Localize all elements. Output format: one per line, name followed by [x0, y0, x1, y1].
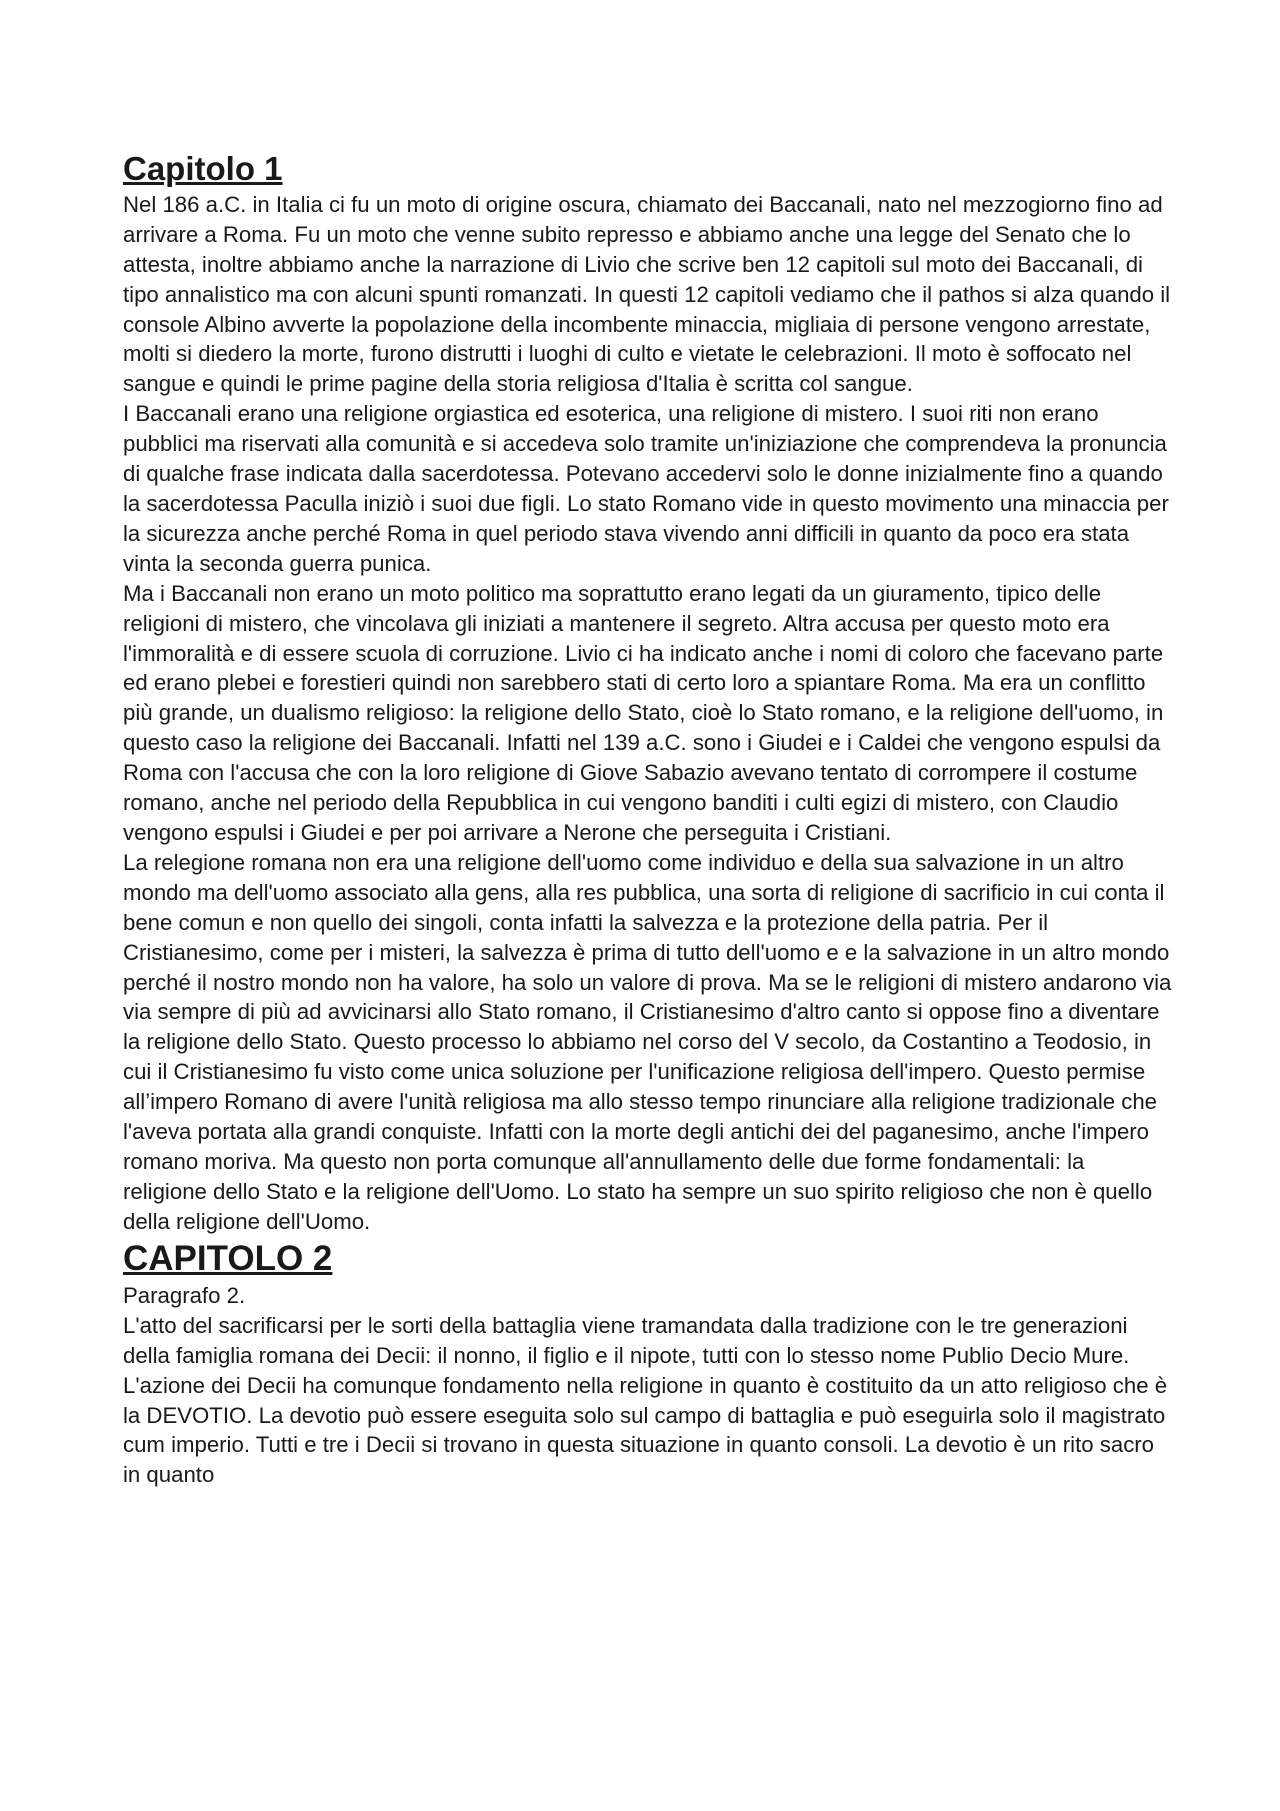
chapter-1-paragraph: Nel 186 a.C. in Italia ci fu un moto di origine oscura, chiamato dei Baccanali, nato nel mezzogiorno fino ad arrivare a Roma. Fu un moto che venne subito represso e abbiamo anche una legge del Senato che lo attesta, inoltre abbiamo anche la narrazione di Livio che scrive ben 12 capitoli sul moto dei Baccanali, di tipo annalistico ma con alcuni spunti romanzati. In questi 12 capitoli vediamo che il pathos si alza quando il console Albino avverte la popolazione della incombente minaccia, migliaia di persone vengono arrestate, molti si diedero la morte, furono distrutti i luoghi di culto e vietate le celebrazioni. Il moto è soffocato nel sangue e quindi le prime pagine della storia religiosa d'Italia è scritta col sangue.	[123, 191, 1171, 397]
chapter-2-title: CAPITOLO 2	[123, 1238, 333, 1278]
chapter-1-paragraph: La relegione romana non era una religione dell'uomo come individuo e della sua salvazione in un altro mondo ma dell'uomo associato alla gens, alla res pubblica, una sorta di religione di sacrificio in cui conta il bene comun e non quello dei singoli, conta infatti la salvezza e la protezione della patria. Per il Cristianesimo, come per i misteri, la salvezza è prima di tutto dell'uomo e e la salvazione in un altro mondo perché il nostro mondo non ha valore, ha solo un valore di prova. Ma se le religioni di mistero andarono via via sempre di più ad avvicinarsi allo Stato romano, il Cristianesimo d'altro canto si oppose fino a diventare la religione dello Stato. Questo processo lo abbiamo nel corso del V secolo, da Costantino a Teodosio, in cui il Cristianesimo fu visto come unica soluzione per l'unificazione religiosa dell'impero. Questo permise all’impero Romano di avere l'unità religiosa ma allo stesso tempo rinunciare alla religione tradizionale che l'aveva portata alla grandi conquiste. Infatti con la morte degli antichi dei del paganesimo, anche l'impero romano moriva. Ma questo non porta comunque all'annullamento delle due forme fondamentali: la religione dello Stato e la religione dell'Uomo. Lo stato ha sempre un suo spirito religioso che non è quello della religione dell'Uomo.	[123, 849, 1172, 1234]
chapter-1-paragraph: I Baccanali erano una religione orgiastica ed esoterica, una religione di mistero. I suoi riti non erano pubblici ma riservati alla comunità e si accedeva solo tramite un'iniziazione che comprendeva la pronuncia di qualche frase indicata dalla sacerdotessa. Potevano accedervi solo le donne inizialmente fino a quando la sacerdotessa Paculla iniziò i suoi due figli. Lo stato Romano vide in questo movimento una minaccia per la sicurezza anche perché Roma in quel periodo stava vivendo anni difficili in quanto da poco era stata vinta la seconda guerra punica.	[123, 401, 1169, 576]
chapter-1-paragraph: Ma i Baccanali non erano un moto politico ma soprattutto erano legati da un giuramento, tipico delle religioni di mistero, che vincolava gli iniziati a mantenere il segreto. Altra accusa per questo moto era l'immoralità e di essere scuola di corruzione. Livio ci ha indicato anche i nomi di coloro che facevano parte ed erano plebei e forestieri quindi non sarebbero stati di certo loro a spiantare Roma. Ma era un conflitto più grande, un dualismo religioso: la religione dello Stato, cioè lo Stato romano, e la religione dell'uomo, in questo caso la religione dei Baccanali. Infatti nel 139 a.C. sono i Giudei e i Caldei che vengono espulsi da Roma con l'accusa che con la loro religione di Giove Sabazio avevano tentato di corrompere il costume romano, anche nel periodo della Repubblica in cui vengono banditi i culti egizi di mistero, con Claudio vengono espulsi i Giudei e per poi arrivare a Nerone che perseguita i Cristiani.	[123, 580, 1164, 845]
chapter-2-paragraph: L'atto del sacrificarsi per le sorti della battaglia viene tramandata dalla tradizione con le tre generazioni della famiglia romana dei Decii: il nonno, il figlio e il nipote, tutti con lo stesso nome Publio Decio Mure. L'azione dei Decii ha comunque fondamento nella religione in quanto è costituito da un atto religioso che è la DEVOTIO. La devotio può essere eseguita solo sul campo di battaglia e può eseguirla solo il magistrato cum imperio. Tutti e tre i Decii si trovano in questa situazione in quanto consoli. La devotio è un rito sacro in quanto	[123, 1312, 1168, 1488]
chapter-1-title: Capitolo 1	[123, 150, 283, 187]
chapter-2-subheading: Paragrafo 2.	[123, 1282, 246, 1308]
document-page	[123, 150, 1173, 1490]
